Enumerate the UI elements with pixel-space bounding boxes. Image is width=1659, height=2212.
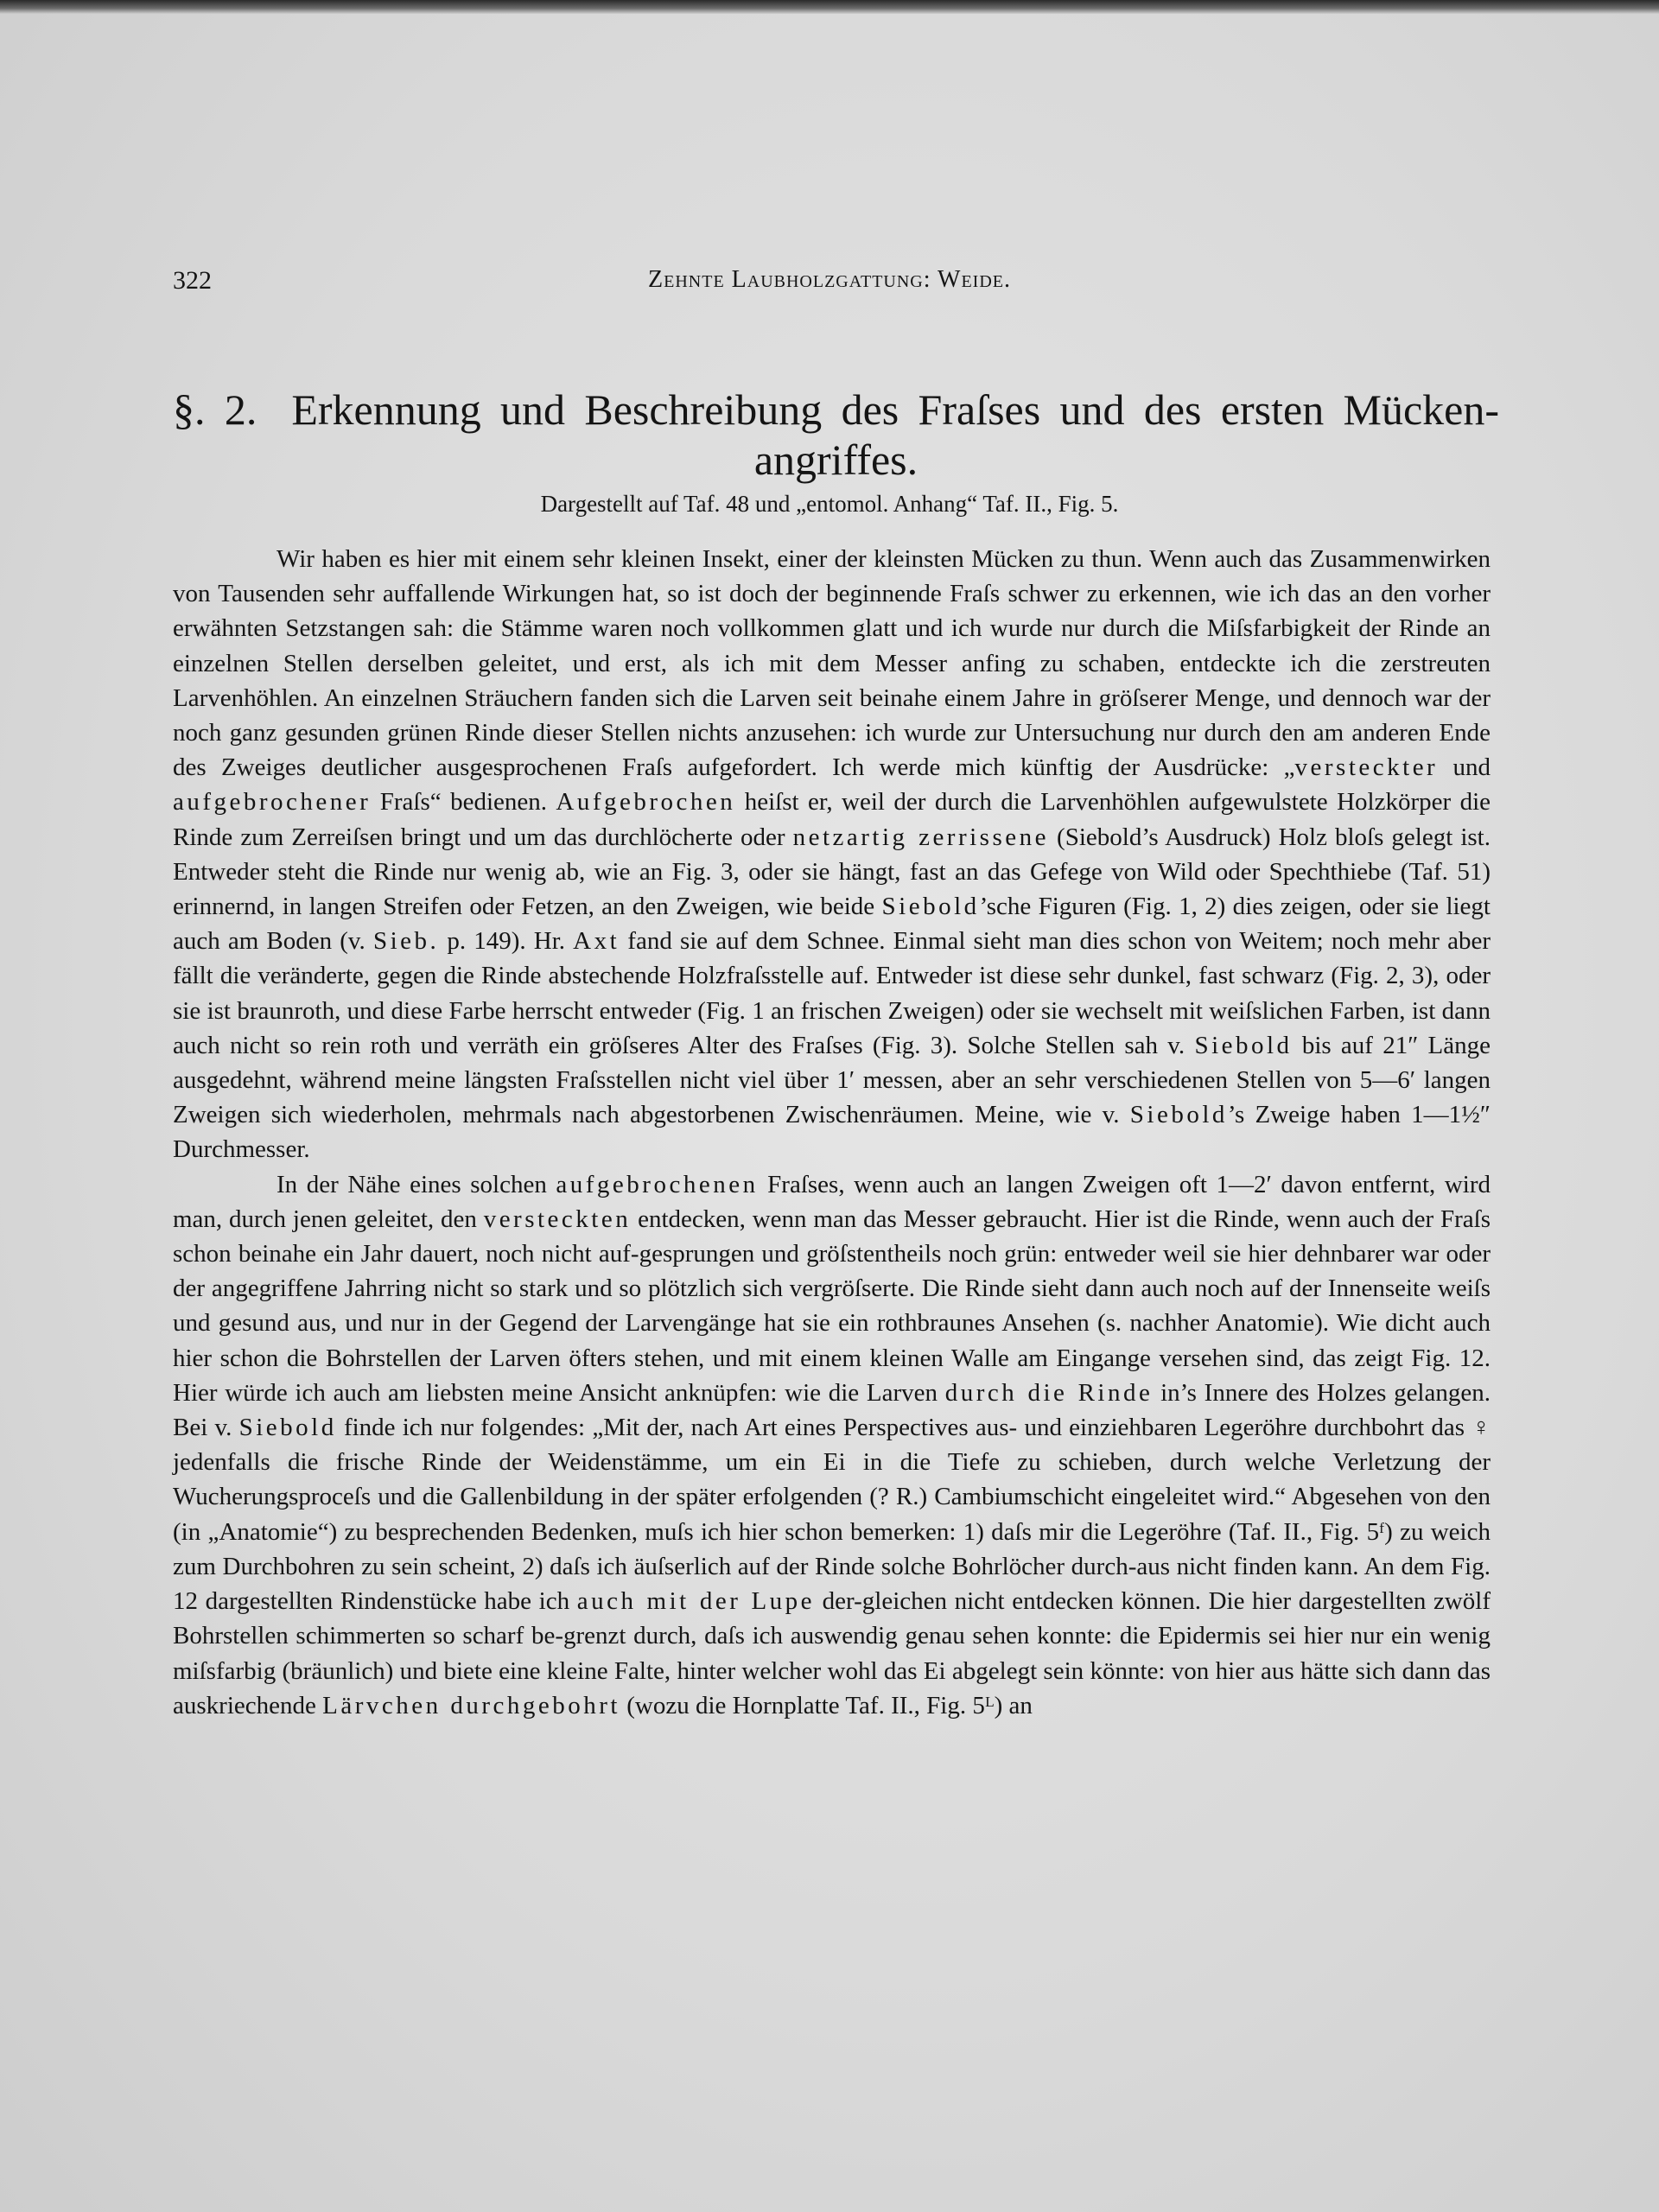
spaced-emphasis: auch mit der Lupe [576,1587,816,1616]
text-run: Wir haben es hier mit einem sehr kleinen Insekt, einer der kleinsten Mücken zu thun. Wenn auch das Zusammenwirken von Tausenden sehr auffallende Wirkungen hat, so ist doch der beginnende Fraſs schwer zu erkennen, wie ich das an den vorher erwähnten Setzstangen sah: die Stämme waren noch vollkommen glatt und ich wurde nur durch die Miſsfarbigkeit der Rinde an einzelnen Stellen derselben geleitet, und erst, als ich mit dem Messer anfing zu schaben, entdeckte ich die zerstreuten Larvenhöhlen. An einzelnen Sträuchern fanden sich die Larven seit beinahe einem Jahre in gröſserer Menge, und dennoch war der noch ganz gesunden grünen Rinde dieser Stellen nichts anzusehen: ich wurde zur Untersuchung nur durch den am anderen Ende des Zweiges deutlicher ausgesprochenen Fraſs aufgefordert. Ich werde mich künftig der Ausdrücke: „ [173,545,1491,782]
section-number: §. 2. [173,385,257,434]
paragraph [173,1167,1491,1723]
text-run: In der Nähe eines solchen [276,1170,556,1198]
section-heading [173,385,1499,485]
spaced-emphasis: Axt [573,927,620,956]
spaced-emphasis: aufgebrochener [173,788,372,817]
text-run: in’s Innere des Holzes gelangen. Bei v. [173,1378,1491,1442]
spaced-emphasis: versteckten [483,1205,632,1233]
text-run: entdecken, wenn man das Messer gebraucht. Hier ist die Rinde, wenn auch der Fraſs schon beinahe ein Jahr dauert, noch nicht auf-gesprungen und gröſstentheils noch grün: entweder weil sie hier dehnbarer war oder der angegriffene Jahrring nicht so stark und so plötzlich sich vergröſserte. Die Rinde sieht dann auch noch auf der Innenseite weiſs und gesund aus, und nur in der Gegend der Larvengänge hat sie ein rothbraunes Ansehen (s. nachher Anatomie). Wie dicht auch hier schon die Bohrstellen der Larven öfters stehen, und mit einem kleinen Walle am Eingange versehen sind, das zeigt Fig. 12. Hier würde ich auch am liebsten meine Ansicht anknüpfen: wie die Larven [173,1205,1491,1407]
section-title: Erkennung und Beschreibung des Fraſses und des ersten Mücken-angriffes. [291,385,1500,484]
spaced-emphasis: Siebold [238,1414,337,1442]
text-run: (wozu die Hornplatte Taf. II., Fig. 5ᴸ) an [620,1691,1033,1719]
spaced-emphasis: Siebold [881,893,980,921]
text-run: Fraſs“ bedienen. [371,788,556,817]
text-run: und [1438,753,1491,782]
paragraph [173,542,1491,1167]
text-run: finde ich nur folgendes: „Mit der, nach Art eines Perspectives aus- und einziehbaren Legeröhre durchbohrt das ♀ jedenfalls die frische Rinde der Weidenstämme, um ein Ei in die Tiefe zu schieben, durch welche Verletzung der Wucherungsproceſs und die Gallenbildung in der später erfolgenden (? R.) Cambiumschicht eingeleitet wird.“ Abgesehen von den (in „Anatomie“) zu besprechenden Bedenken, muſs ich hier schon bemerken: 1) daſs mir die Legeröhre (Taf. II., Fig. 5ᶠ) zu weich zum Durchbohren zu sein scheint, 2) daſs ich äuſserlich auf der Rinde solche Bohrlöcher durch-aus nicht finden kann. An dem Fig. 12 dargestellten Rindenstücke habe ich [173,1414,1491,1616]
running-head: Zehnte Laubholzgattung: Weide. [648,266,1011,293]
section-subtitle: Dargestellt auf Taf. 48 und „entomol. Anhang“ Taf. II., Fig. 5. [540,491,1119,517]
text-run: heiſst er, weil der durch die Larvenhöhlen aufgewulstete Holzkörper die Rinde zum Zerreiſsen bringt und um das durchlöcherte oder [173,788,1491,851]
spaced-emphasis: aufgebrochenen [556,1170,759,1198]
spaced-emphasis: Aufgebrochen [556,788,736,817]
text-run: fand sie auf dem Schnee. Einmal sieht man dies schon von Weitem; noch mehr aber fällt die veränderte, gegen die Rinde abstechende Holzfraſsstelle auf. Entweder ist diese sehr dunkel, fast schwarz (Fig. 2, 3), oder sie ist braunroth, und diese Farbe herrscht entweder (Fig. 1 an frischen Zweigen) oder sie wechselt mit weiſslichen Farben, ist dann auch nicht so rein roth und verräth ein gröſseres Alter des Fraſses (Fig. 3). Solche Stellen sah v. [173,927,1491,1059]
text-run: p. 149). Hr. [439,927,574,956]
spaced-emphasis: durch die Rinde [944,1378,1154,1407]
text-run: Fraſses, wenn auch an langen Zweigen oft 1—2′ davon entfernt, wird man, durch jenen geleitet, den [173,1170,1491,1233]
spaced-emphasis: versteckter [1294,753,1439,782]
text-run: (Siebold’s Ausdruck) Holz bloſs gelegt ist. Entweder steht die Rinde nur wenig ab, wie an Fig. 3, oder sie hängt, fast an das Gefege von Wild oder Spechthiebe (Taf. 51) erinnernd, in langen Streifen oder Fetzen, an den Zweigen, wie beide [173,823,1491,921]
text-run: der-gleichen nicht entdecken können. Die hier dargestellten zwölf Bohrstellen schimmerten so scharf be-grenzt durch, daſs ich auswendig genau sehen konnte: die Epidermis sei hier nur ein wenig miſsfarbig (bräunlich) und biete eine kleine Falte, hinter welcher wohl das Ei abgelegt sein könnte: von hier aus hätte sich dann das auskriechende [173,1587,1491,1719]
text-run: ’s Zweige haben 1—1½″ Durchmesser. [173,1101,1491,1164]
page-top-edge [0,0,1659,14]
page-number: 322 [173,266,212,295]
spaced-emphasis: Siebold [1194,1031,1293,1059]
text-run: ’sche Figuren (Fig. 1, 2) dies zeigen, oder sie liegt auch am Boden (v. [173,893,1491,956]
text-run: bis auf 21″ Länge ausgedehnt, während meine längsten Fraſsstellen nicht viel über 1′ messen, aber an sehr verschiedenen Stellen von 5—6′ langen Zweigen sich wiederholen, mehrmals nach abgestorbenen Zwischenräumen. Meine, wie v. [173,1031,1491,1129]
spaced-emphasis: Lärvchen durchgebohrt [322,1691,620,1719]
spaced-emphasis: Sieb. [372,927,440,956]
spaced-emphasis: Siebold [1129,1101,1228,1129]
spaced-emphasis: netzartig zerrissene [792,823,1049,851]
body-text [173,542,1491,1723]
